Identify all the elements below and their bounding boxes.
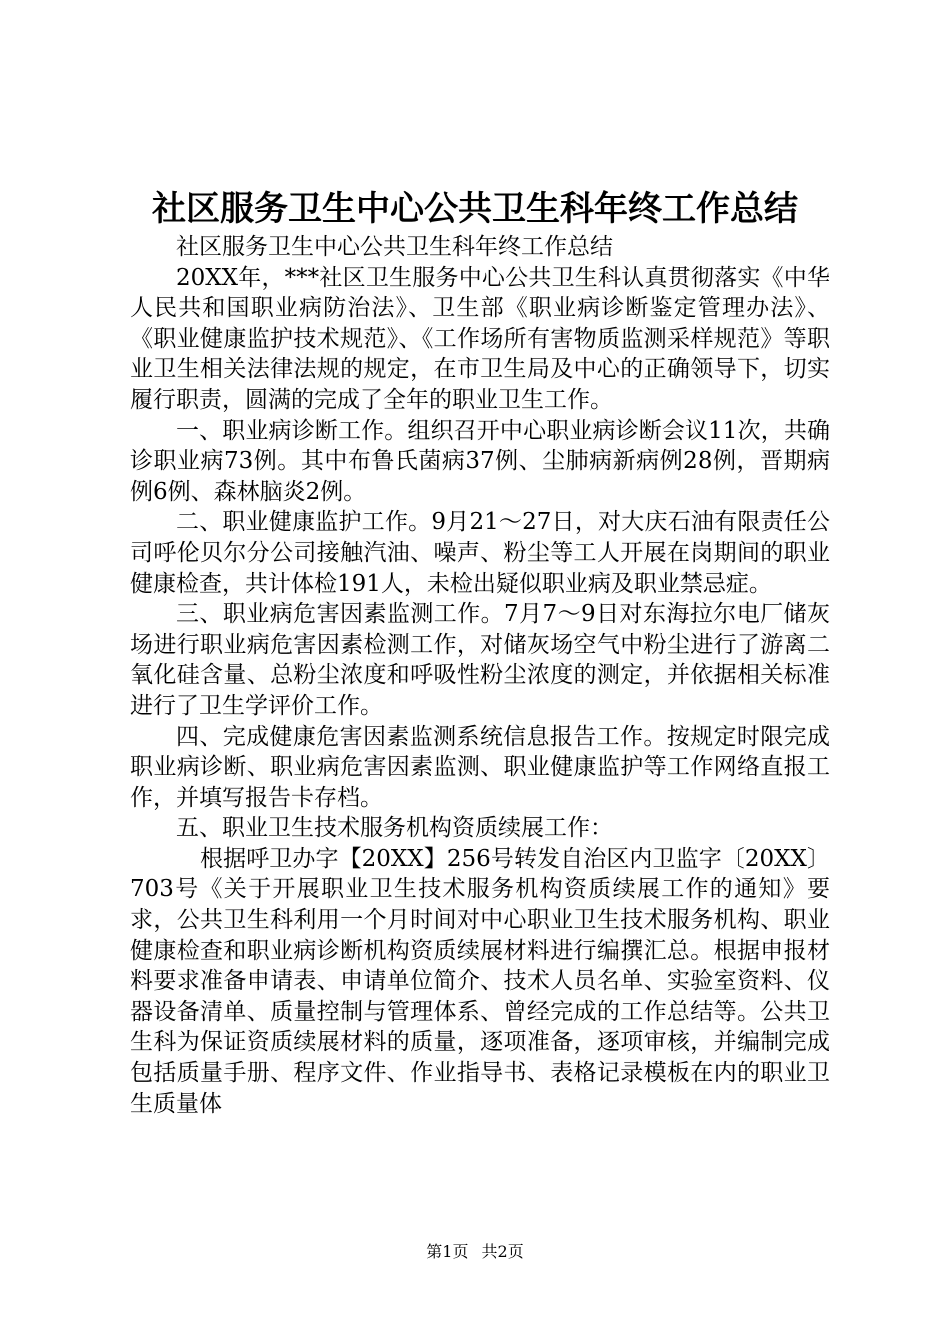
section-4-paragraph: 四、完成健康危害因素监测系统信息报告工作。按规定时限完成职业病诊断、职业病危害因素监测、职业健康监护等工作网络直报工作，并填写报告卡存档。 — [130, 723, 830, 811]
page-number: 第1页 — [426, 1242, 469, 1261]
page-total: 共2页 — [481, 1242, 524, 1261]
section-5-heading: 五、职业卫生技术服务机构资质续展工作： — [176, 815, 613, 842]
document-title: 社区服务卫生中心公共卫生科年终工作总结 — [152, 189, 798, 229]
section-5-paragraph: 根据呼卫办字【20XX】256号转发自治区内卫监字〔20XX〕703号《关于开展职业卫生技术服务机构资质续展工作的通知》要求，公共卫生科利用一个月时间对中心职业卫生技术服务机构、职业健康检查和职业病诊断机构资质续展材料进行编撰汇总。根据申报材料要求准备申请表、申请单位简介、技术人员名单、实验室资料、仪器设备清单、质量控制与管理体系、曾经完成的工作总结等。公共卫生科为保证资质续展材料的质量，逐项准备，逐项审核，并编制完成包括质量手册、程序文件、作业指导书、表格记录模板在内的职业卫生质量体 — [130, 845, 830, 1117]
intro-paragraph: 20XX年，***社区卫生服务中心公共卫生科认真贯彻落实《中华人民共和国职业病防治法》、卫生部《职业病诊断鉴定管理办法》、《职业健康监护技术规范》、《工作场所有害物质监测采样规范》等职业卫生相关法律法规的规定，在市卫生局及中心的正确领导下，切实履行职责，圆满的完成了全年的职业卫生工作。 — [130, 264, 830, 413]
section-1-paragraph: 一、职业病诊断工作。组织召开中心职业病诊断会议11次，共确诊职业病73例。其中布鲁氏菌病37例、尘肺病新病例28例，晋期病例6例、森林脑炎2例。 — [130, 417, 830, 505]
section-3-paragraph: 三、职业病危害因素监测工作。7月7～9日对东海拉尔电厂储灰场进行职业病危害因素检测工作，对储灰场空气中粉尘进行了游离二氧化硅含量、总粉尘浓度和呼吸性粉尘浓度的测定，并依据相关标准进行了卫生学评价工作。 — [130, 601, 830, 719]
section-2-paragraph: 二、职业健康监护工作。9月21～27日，对大庆石油有限责任公司呼伦贝尔分公司接触汽油、噪声、粉尘等工人开展在岗期间的职业健康检查，共计体检191人，未检出疑似职业病及职业禁忌症。 — [130, 509, 830, 597]
page-footer — [0, 1240, 950, 1264]
subtitle-paragraph: 社区服务卫生中心公共卫生科年终工作总结 — [176, 234, 613, 260]
document-body — [130, 232, 830, 1119]
